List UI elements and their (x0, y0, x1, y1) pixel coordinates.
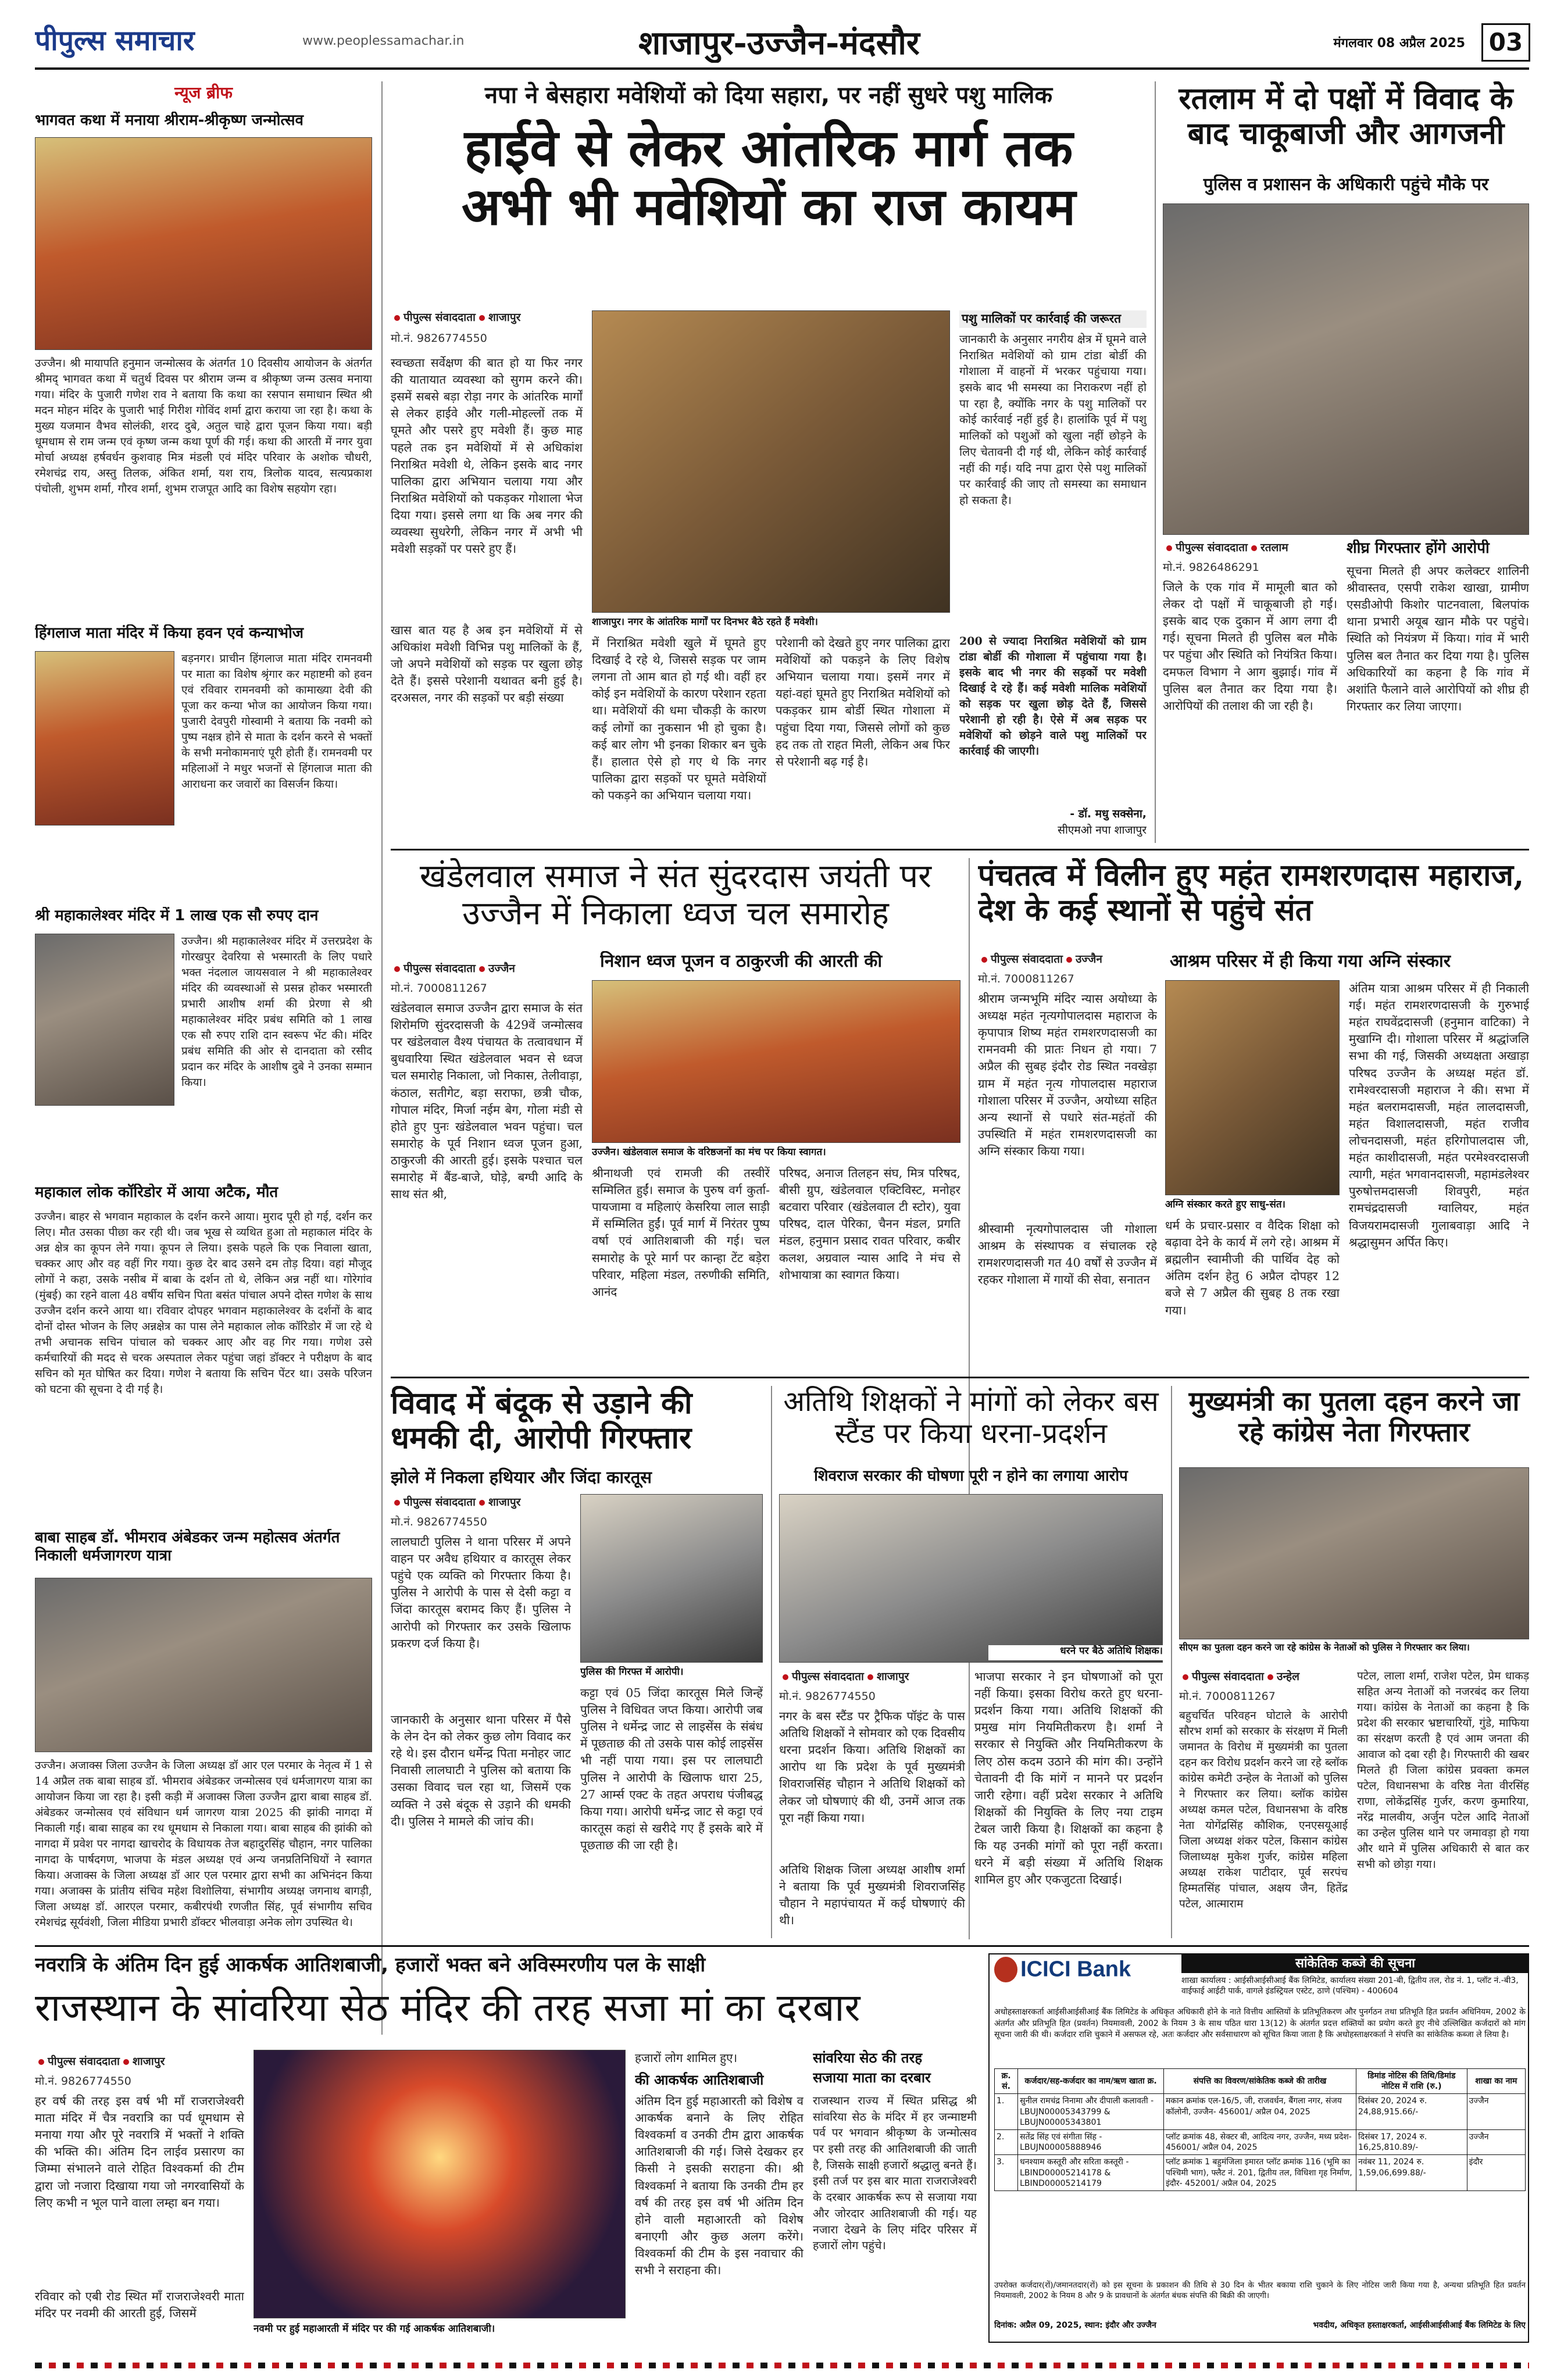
lead-quote: 200 से ज्यादा निराश्रित मवेशियों को ग्राम टांडा बोर्डी की गोशाला में पहुंचाया गया है। इसके बाद भी नगर की सड़कों पर मवेशी दिखाई दे रहे हैं। कई मवेशी मालिक मवेशियों को सड़क पर खुला छोड़ देते हैं, जिससे परेशानी हो रही है। ऐसे में अब सड़क पर मवेशियों को छोड़ने वाले पशु मालिकों पर कार्रवाई की जाएगी। (959, 635, 1147, 757)
brief-5-title: बाबा साहब डॉ. भीमराव अंबेडकर जन्म महोत्सव अंतर्गत निकाली धर्मजागरण यात्रा (35, 1529, 340, 1565)
lead-kicker: नपा ने बेसहारा मवेशियों को दिया सहारा, पर नहीं सुधरे पशु मालिक (484, 82, 1053, 109)
vivad-col2: कट्टा एवं 05 जिंदा कारतूस मिले जिन्हें पुलिस ने विधिवत जप्त किया। आरोपी जब पुलिस ने धर्मेन्द्र जाट से लाइसेंस के संबंध में पूछताछ की तो उसके पास कोई लाइसेंस भी नहीं पाया गया। इस पर लालघाटी पुलिस ने आरोपी के खिलाफ धारा 25, 27 आर्म्स एक्ट के तहत अपराध पंजीबद्ध किया गया। आरोपी धर्मेन्द्र जाट से कट्टा एवं कारतूस कहां से खरीदे गए हैं इसके बारे में पूछताछ की जा रही है। (580, 1686, 763, 1852)
atithi-sub: शिवराज सरकार की घोषणा पूरी न होने का लगाया आरोप (814, 1467, 1128, 1485)
brief-3-title: श्री महाकालेश्वर मंदिर में 1 लाख एक सौ रुपए दान (35, 907, 319, 924)
navratri-photo (253, 2050, 626, 2318)
table-row (995, 2129, 1526, 2154)
notice-title: सांकेतिक कब्जे की सूचना (1181, 1954, 1529, 1973)
brief-1-photo (35, 137, 372, 350)
navratri-col2: हजारों लोग शामिल हुए। (635, 2051, 738, 2065)
lead-sidebar (959, 310, 1147, 843)
byline-dot-icon (783, 1674, 788, 1680)
atithi-story (779, 1386, 1163, 1938)
notice-cell: नवंबर 11, 2024 रु. 1,59,06,699.88/- (1356, 2155, 1467, 2191)
khandelwal-byline-name: पीपुल्स संवाददाता (403, 962, 476, 975)
khandelwal-col3: परिषद, अनाज तिलहन संघ, मित्र परिषद, बीसी ग्रुप, खंडेलवाल एक्टिविस्ट, मनोहर बटवारा परिवार (खंडेलवाल टी स्टोर), युवा परिषद, दाल पेरिका, चैनन मंडल, प्रगति मंडल, हनुमान प्रसाद रावत परिवार, कबीर कलश, अग्रवाल न्यास आदि ने मंच से शोभायात्रा का स्वागत किया। (779, 1166, 960, 1282)
notice-office: शाखा कार्यालय : आईसीआईसीआई बैंक लिमिटेड, कार्यालय संख्या 201-बी, द्वितीय तल, रोड नं. 1, प्लॉट नं.-बी3, वाईफाई आईटी पार्क, वागले इंडस्ट्रियल एस्टेट, ठाणे (पश्चिम) - 400604 (1181, 1976, 1519, 1996)
ratlam-side-text: सूचना मिलते ही अपर कलेक्टर शालिनी श्रीवास्तव, एसपी राकेश खाखा, ग्रामीण एसडीओपी किशोर पाटनवाला, बिलपांक थाना प्रभारी अयूब खान मौके पर पहुंचे। स्थिति को नियंत्रण में किया। गांव में भारी पुलिस बल तैनात कर दिया गया है। पुलिस अधिकारियों का कहना है कि गांव में अशांति फैलाने वाले आरोपियों को शीघ्र ही गिरफ्तार कर लिया जाएगा। (1347, 564, 1529, 713)
notice-sign-date: दिनांक: अप्रैल 09, 2025, स्थान: इंदौर और उज्जैन (994, 2321, 1156, 2330)
brief-2-text: बड़नगर। प्राचीन हिंगलाज माता मंदिर रामनवमी पर माता का विशेष श्रृंगार कर महाष्टमी को हवन एवं रविवार रामनवमी को कामाख्या देवी की पूजा कर कन्या भोज का आयोजन किया गया। पुजारी देवपुरी गोस्वामी ने बताया कि नवमी को पुष्प नक्षत्र होने से माता के दर्शन करने से भक्तों के सभी मनोकामनाएं पूरी होती हैं। रामनवमी पर महिलाओं ने मधुर भजनों से हिंगलाज माता की आराधना कर जवारों का विसर्जन किया। (181, 652, 372, 791)
mahant-headline: पंचतत्व में विलीन हुए महंत रामशरणदास महाराज, देश के कई स्थानों से पहुंचे संत (978, 858, 1524, 928)
cm-story (1179, 1386, 1529, 1938)
navratri-headline: राजस्थान के सांवरिया सेठ मंदिर की तरह सजा मां का दरबार (35, 1986, 860, 2030)
notice-signer: भवदीय, अधिकृत हस्ताक्षरकर्ता, आईसीआईसीआई बैंक लिमिटेड के लिए (1313, 2321, 1526, 2330)
notice-header-cell: डिमांड नोटिस की तिथि/डिमांड नोटिस में राशि (रु.) (1356, 2069, 1467, 2094)
atithi-col2: भाजपा सरकार ने इन घोषणाओं को पूरा नहीं किया। इसका विरोध करते हुए धरना-प्रदर्शन किया गया। अतिथि शिक्षकों की प्रमुख मांग नियमितीकरण है। शर्मा ने सरकार से नियुक्ति और नियमितीकरण के लिए ठोस कदम उठाने की मांग की। उन्होंने चेतावनी दी कि मांगें न मानने पर प्रदर्शन जारी रहेगा। वहीं प्रदेश सरकार ने अतिथि शिक्षकों की नियुक्ति के लिए नया टाइम टेबल जारी किया है। शिक्षकों का कहना है कि यह उनकी मांगों को पूरा नहीं करता। धरने में बड़ी संख्या में अतिथि शिक्षक शामिल हुए और एकजुटता दिखाई। (974, 1670, 1163, 1887)
lead-col1b: खास बात यह है अब इन मवेशियों में से अधिकांश मवेशी विभिन्न पशु मालिकों के हैं, जो अपने मवेशियों को सड़क पर खुला छोड़ देते हैं। इससे परेशानी यथावत बनी हुई है। दरअसल, नगर की सड़कों पर बड़ी संख्या (391, 623, 583, 705)
atithi-headline: अतिथि शिक्षकों ने मांगों को लेकर बस स्टैंड पर किया धरना-प्रदर्शन (783, 1386, 1159, 1450)
navratri-side-text: राजस्थान राज्य में स्थित प्रसिद्ध श्री सांवरिया सेठ के मंदिर में हर जन्माष्टमी पर्व पर भगवान श्रीकृष्ण के जन्मोत्सव पर इसी तरह की आतिशबाजी की जाती है, जिसके साक्षी हजारों श्रद्धालु बनते हैं। इसी तर्ज पर इस बार माता राजराजेश्वरी के दरबार आकर्षक रूप से सजाया गया और जोरदार आतिशबाजी की गई। यह नजारा देखने के लिए मंदिर परिसर में हजारों लोग पहुंचे। (813, 2094, 977, 2253)
lead-sidebar-title: पशु मालिकों पर कार्रवाई की जरूरत (959, 310, 1147, 328)
atithi-divider (1171, 1386, 1172, 1938)
lead-byline-name: पीपुल्स संवाददाता (403, 311, 476, 324)
navratri-side-head1: सांवरिया सेठ की तरह (813, 2050, 923, 2066)
mahant-byline-name: पीपुल्स संवाददाता (991, 953, 1063, 966)
byline-dot-icon (1251, 545, 1257, 551)
brief-1-text: उज्जैन। श्री मायापति हनुमान जन्मोत्सव के अंतर्गत 10 दिवसीय आयोजन के अंतर्गत श्रीमद् भागवत कथा में चतुर्थ दिवस पर श्रीराम जन्म व श्रीकृष्ण जन्म उत्सव मनाया गया। मंदिर के पुजारी गणेश राव ने बताया कि कथा का रसपान समाधान स्थित श्री मदन मोहन मंदिर के पुजारी भाई गिरीश गोविंद शर्मा द्वारा कराया जा रहा है। कथा के मुख्य यजमान वैभव सोलंकी, शरद दुबे, अतुल चाहे द्वारा पूजन किया गया। बड़ी धूमधाम से राम जन्म एवं कृष्ण जन्म कथा पूर्ण की गई। कथा की आरती में नगर युवा मोर्चा अध्यक्ष हर्षवर्धन कुशवाह मित्र मंडली एवं मंदिर परिवार के अशोक चौधरी, रमेशचंद्र राय, अस्तु तिलक, अंकित शर्मा, यश राय, त्रिलोक यादव, सत्यप्रकाश पंचोली, शुभम शर्मा, गौरव शर्मा, शुभम राजपूत आदि का विशेष सहयोग रहा। (35, 357, 372, 495)
mahant-sub: आश्रम परिसर में ही किया गया अग्नि संस्कार (1170, 951, 1451, 971)
byline-dot-icon (38, 2059, 44, 2065)
vivad-sub: झोले में निकला हथियार और जिंदा कारतूस (391, 1467, 652, 1487)
paper-name: पीपुल्स समाचार (35, 24, 195, 57)
navratri-mobile: मो.नं. 9826774550 (35, 2075, 131, 2088)
navratri-byline (35, 2053, 244, 2070)
brief-1-title: भागवत कथा में मनाया श्रीराम-श्रीकृष्ण जन्मोत्सव (35, 112, 304, 129)
section-rule-2 (391, 1377, 1529, 1378)
khandelwal-headline: खंडेलवाल समाज ने संत सुंदरदास जयंती पर उज्जैन में निकाला ध्वज चल समारोह (419, 858, 932, 933)
vivad-photo (580, 1494, 763, 1663)
byline-dot-icon (394, 1500, 400, 1506)
notice-table-header (995, 2069, 1526, 2094)
vivad-col1: लालघाटी पुलिस ने थाना परिसर में अपने वाहन पर अवैध हथियार व कारतूस लेकर पहुंचे एक व्यक्ति को गिरफ्तार किया है। पुलिस ने आरोपी के पास से देसी कट्टा व जिंदा कारतूस बरामद किए हैं। पुलिस ने आरोपी को गिरफ्तार कर उसके खिलाफ प्रकरण दर्ज किया है। (391, 1535, 571, 1650)
cm-mobile: मो.नं. 7000811267 (1179, 1690, 1276, 1703)
atithi-photo (779, 1494, 1163, 1663)
lead-headline: हाईवे से लेकर आंतरिक मार्ग तक अभी भी मवेशियों का राज कायम (461, 119, 1076, 237)
notice-cell: इंदौर (1467, 2155, 1525, 2191)
atithi-col1b: अतिथि शिक्षक जिला अध्यक्ष आशीष शर्मा ने बताया कि पूर्व मुख्यमंत्री शिवराजसिंह चौहान ने महापंचायत में कई घोषणाएं की थी। (779, 1863, 965, 1928)
brief-4-title: महाकाल लोक कॉरिडोर में आया अटैक, मौत (35, 1184, 278, 1201)
byline-dot-icon (981, 957, 987, 963)
ratlam-byline-name: पीपुल्स संवाददाता (1176, 541, 1248, 554)
brief-5-text: उज्जैन। अजाक्स जिला उज्जैन के जिला अध्यक्ष डॉ आर एल परमार के नेतृत्व में 1 से 14 अप्रैल तक बाबा साहब डॉ. भीमराव अंबेडकर जन्मोत्सव एवं धर्मजागरण यात्रा का आयोजन किया जा रहा है। इसी कड़ी में अजाक्स जिला उज्जैन द्वारा बाबा साहब डॉ. अंबेडकर जन्मोत्सव एवं संविधान धर्म जागरण यात्रा 2025 की झांकी नागदा में निकाली गई। बाबा साहब का रथ धूमधाम से निकाला गया। बाबा साहब की झांकी को नागदा में प्रवेश पर नागदा खाचरोद के विधायक तेज बहादुरसिंह चौहान, नगर पालिका नागदा के पार्षदगण, भाजपा के मंडल अध्यक्ष एवं अन्य जनप्रतिनिधियों ने स्वागत किया। अजाक्स के जिला अध्यक्ष डॉ आर एल परमार द्वारा सभी का अभिनंदन किया गया। अजाक्स के प्रांतीय संचिव महेश विशोलिया, संभागीय अध्यक्ष जगनाथ बागड़ी, जिला अध्यक्ष डॉ. आरएल परमार, कबीरपंथी रणजीत सिंह, पूर्व संभागीय सचिव रमेशचंद्र सूर्यवंशी, जिला मीडिया प्रभारी डॉक्टर भीलवाड़ा अनेक लोग उपस्थित थे। (35, 1759, 372, 1929)
mahant-byline-place: उज्जैन (1075, 953, 1102, 966)
byline-dot-icon (479, 966, 485, 972)
ratlam-sub: पुलिस व प्रशासन के अधिकारी पहुंचे मौके पर (1203, 174, 1489, 195)
vivad-byline-name: पीपुल्स संवाददाता (403, 1496, 476, 1509)
ratlam-mobile: मो.नं. 9826486291 (1163, 561, 1259, 574)
notice-cell: दिसंबर 20, 2024 रु. 24,88,915.66/- (1356, 2094, 1467, 2130)
atithi-byline (779, 1668, 965, 1685)
mahant-col1: श्रीराम जन्मभूमि मंदिर न्यास अयोध्या के अध्यक्ष महंत नृत्यगोपालदास महाराज के कृपापात्र शिष्य महंत रामशरणदासजी का रामनवमी की प्रातः निधन हो गया। 7 अप्रैल की सुबह इंदौर रोड स्थित नवखेड़ा ग्राम में महंत नृत्य गोपालदास महाराज गोशाला परिसर में उज्जैन, अयोध्या सहित अन्य स्थानों से पधारे संत-महंतों की उपस्थिति में महंत रामशरणदासजी का अग्नि संस्कार किया गया। (978, 992, 1157, 1158)
khandelwal-sub: निशान ध्वज पूजन व ठाकुरजी की आरती की (600, 951, 883, 971)
cm-byline-place: उन्हेल (1276, 1670, 1300, 1683)
section-rule-1 (391, 849, 1529, 850)
masthead-rule (35, 67, 1529, 70)
vivad-story (391, 1386, 763, 1938)
atithi-byline-place: शाजापुर (876, 1670, 909, 1683)
notice-cell: उज्जैन (1467, 2094, 1525, 2130)
notice-cell: धनश्याम कस्तूरी और सरिता कस्तूरी - LBIND00005214178 & LBIND00005214179 (1018, 2155, 1164, 2191)
left-divider (381, 81, 383, 2035)
brief-2-photo (35, 651, 174, 826)
news-brief-label: न्यूज ब्रीफ (174, 83, 233, 102)
navratri-side-head2: सजाया माता का दरबार (813, 2070, 931, 2086)
cm-photo-caption: सीएम का पुतला दहन करने जा रहे कांग्रेस के नेताओं को पुलिस ने गिरफ्तार कर लिया। (1179, 1642, 1470, 1653)
mahant-col1b: श्रीस्वामी नृत्यगोपालदास जी गोशाला आश्रम के संस्थापक व संचालक रहे रामशरणदासजी गत 40 वर्षों से उज्जैन में रहकर गोशाला में गायों की सेवा, सनातन (978, 1222, 1157, 1287)
brief-3-text: उज्जैन। श्री महाकालेश्वर मंदिर में उत्तरप्रदेश के गोरखपुर देवरिया से भस्मारती के लिए पधारे भक्त नंदलाल जायसवाल ने श्री महाकालेश्वर मंदिर की व्यवस्थाओं से प्रसन्न होकर भस्मारती प्रभारी आशीष शर्मा की प्रेरणा से श्री महाकालेश्वर मंदिर प्रबंध समिति को 1 लाख एक सौ रुपए राशि दान स्वरूप भेंट की। मंदिर प्रबंध समिति की ओर से दानदाता को रसीद प्रदान कर मंदिर के आशीष दुबे ने उनका सम्मान किया। (181, 935, 372, 1089)
ratlam-byline-place: रतलाम (1260, 541, 1288, 554)
icici-notice (988, 1953, 1529, 2343)
issue-date: मंगलवार 08 अप्रैल 2025 (1333, 36, 1465, 51)
navratri-photo-caption: नवमी पर हुई महाआरती में मंदिर पर की गई आकर्षक आतिशबाजी। (253, 2323, 495, 2335)
brief-4-text: उज्जैन। बाहर से भगवान महाकाल के दर्शन करने आया। मुराद पूरी हो गई, दर्शन कर लिए। मौत उसका पीछा कर रही थी। जब भूख से व्यथित हुआ तो महाकाल मंदिर के अन्न क्षेत्र का कूपन लेने गया। कूपन ले लिया। इसके पहले कि एक निवाला खाता, चक्कर आए और वह वहीं गिर गया। कुछ देर बाद उसने दम तोड़ दिया। वहां मौजूद लोगों ने कहा, उसके नसीब में बाबा के दर्शन तो थे, लेकिन अन्न नहीं था। गोरेगांव (मुंबई) का रहने वाला 48 वर्षीय सचिन पिता बसंत पांचाल अपने दोस्त गणेश के साथ उज्जैन दर्शन करने आया था। रविवार दोपहर भगवान महाकालेश्वर के दर्शनों के बाद दोनों दोस्त भोजन के लिए अन्नक्षेत्र का पास लेने महाकाल लोक कॉरिडोर में जा रहे थे तभी अचानक सचिन पांचाल को चक्कर आए और वह गिर गया। गणेश उसे कर्मचारियों की मदद से चरक अस्पताल लेकर पहुंचा जहां डॉक्टर ने परीक्षण के बाद सचिन को मृत घोषित कर दिया। गणेश ने बताया कि सचिन पेंटर था। उसके परिजन को घटना की सूचना दे दी गई है। (35, 1210, 372, 1396)
vivad-col1b: जानकारी के अनुसार थाना परिसर में पैसे के लेन देन को लेकर कुछ लोग विवाद कर रहे थे। इस दौरान धर्मेन्द्र पिता मनोहर जाट निवासी लालघाटी ने पुलिस को बताया कि उसका विवाद चल रहा था, जिसमें एक व्यक्ति ने उसे बंदूक से उड़ाने की धमकी दी। पुलिस ने मामले की जांच की। (391, 1713, 571, 1828)
byline-dot-icon (394, 966, 400, 972)
mahant-photo-caption: अग्नि संस्कार करते हुए साधु-संत। (1165, 1199, 1285, 1210)
byline-dot-icon (479, 315, 485, 321)
notice-footer: उपरोक्त कर्जदार(रों)/जमानतदार(रों) को इस सूचना के प्रकाशन की तिथि से 30 दिन के भीतर बकाया राशि चुकाने के लिए नोटिस जारी किया गया है, अन्यथा प्रतिभूति हित प्रवर्तन नियमावली, 2002 के नियम 8 और 9 के प्रावधानों के अंतर्गत बंधक संपत्ति की बिक्री की जाएगी। (994, 2281, 1526, 2301)
lead-byline (391, 309, 583, 327)
lead-byline-place: शाजापुर (488, 311, 521, 324)
navratri-kicker: नवरात्रि के अंतिम दिन हुई आकर्षक आतिशबाजी, हजारों भक्त बने अविस्मरणीय पल के साक्षी (35, 1953, 706, 1977)
atithi-byline-name: पीपुल्स संवाददाता (792, 1670, 864, 1683)
atithi-col1: नगर के बस स्टैंड पर ट्रैफिक पॉइंट के पास अतिथि शिक्षकों ने सोमवार को एक दिवसीय धरना प्रदर्शन किया। अतिथि शिक्षकों का आरोप था कि प्रदेश के पूर्व मुख्यमंत्री शिवराजसिंह चौहान ने अतिथि शिक्षकों को लेकर जो घोषणाएं की थी, उनमें आज तक पूरा नहीं किया गया। (779, 1709, 965, 1825)
atithi-photo-caption: धरने पर बैठे अतिथि शिक्षक। (988, 1645, 1163, 1660)
navratri-byline-place: शाजापुर (132, 2055, 165, 2068)
byline-dot-icon (867, 1674, 873, 1680)
mahant-story (978, 858, 1529, 1370)
notice-cell: 2. (995, 2129, 1018, 2154)
notice-intro: अधोहस्ताक्षरकर्ता आईसीआईसीआई बैंक लिमिटेड के अधिकृत अधिकारी होने के नाते वित्तीय आस्तियों के प्रतिभूतिकरण और पुनर्गठन तथा प्रतिभूति हित प्रवर्तन अधिनियम, 2002 के अंतर्गत और प्रतिभूति हित (प्रवर्तन) नियमावली, 2002 के नियम 3 के साथ पठित धारा 13(12) के अंतर्गत प्रदत्त शक्तियों का प्रयोग करते हुए नीचे उल्लिखित कर्जदारों को मांग सूचना जारी की थी। कर्जदार राशि चुकाने में असफल रहे, अतः कर्जदार और सर्वसाधारण को सूचित किया जाता है कि अधोहस्ताक्षरकर्ता ने संपत्ति का सांकेतिक कब्जा ले लिया है। (994, 2007, 1526, 2040)
website: www.peoplessamachar.in (302, 34, 465, 48)
ratlam-col1: जिले के एक गांव में मामूली बात को लेकर दो पक्षों में चाकूबाजी हो गई। इसके बाद एक दुकान में आग लगा दी गई। सूचना मिलते ही पुलिस बल मौके पर पहुंचा और स्थिति को नियंत्रित किया। दमफल विभाग ने आग बुझाई। गांव में पुलिस बल तैनात कर दिया गया है। आरोपियों की तलाश की जा रही है। (1163, 580, 1337, 713)
lead-sidebar-text: जानकारी के अनुसार नगरीय क्षेत्र में घूमने वाले निराश्रित मवेशियों को ग्राम टांडा बोर्डी की गोशाला में वाहनों में भरकर पहुंचाया गया। इसके बाद भी समस्या का निराकरण नहीं हो पा रहा है, क्योंकि नगर के पशु मालिकों पर कोई कार्रवाई नहीं हुई है। हालांकि पूर्व में पशु मालिकों को पशुओं को खुला नहीं छोड़ने के लिए चेतावनी दी गई थी, लेकिन कोई कार्रवाई नहीं की गई। यदि नपा द्वारा ऐसे पशु मालिकों पर कार्रवाई की जाए तो समस्या का समाधान हो सकता है। (959, 333, 1147, 507)
byline-dot-icon (1183, 1674, 1188, 1680)
vivad-headline: विवाद में बंदूक से उड़ाने की धमकी दी, आरोपी गिरफ्तार (391, 1386, 692, 1456)
khandelwal-byline (391, 960, 583, 977)
mahant-col2: धर्म के प्रचार-प्रसार व वैदिक शिक्षा को बढ़ावा देने के कार्य में लगे रहे। आश्रम में ब्रह्मलीन स्वामीजी की पार्थिव देह को अंतिम दर्शन हेतु 6 अप्रैल दोपहर 12 बजे से 7 अप्रैल की सुबह 8 तक रखा गया। (1165, 1218, 1340, 1317)
cm-col2: पटेल, लाला शर्मा, राजेश पटेल, प्रेम धाकड़ सहित अन्य नेताओं को नजरबंद कर लिया गया। कांग्रेस के नेताओं का कहना है कि प्रदेश की सरकार भ्रष्टाचारियों, गुंडे, माफिया का संरक्षण करती है एवं आम जनता की आवाज को दबा रही है। गिरफ्तारी की खबर मिलते ही जिला कांग्रेस प्रवक्ता कमल पटेल, विधानसभा के वरिष्ठ नेता वीरसिंह राणा, लोकेंद्रसिंह गुर्जर, करण कुमारिया, नरेंद्र मालवीय, अर्जुन पटेल आदि नेताओं का उन्हेल पुलिस थाने पर जमावड़ा हो गया और थाने में पुलिस अधिकारी से बात कर सभी को छोड़ा गया। (1357, 1670, 1529, 1871)
byline-dot-icon (1267, 1674, 1273, 1680)
ratlam-story (1163, 81, 1529, 843)
table-row (995, 2094, 1526, 2130)
notice-cell: सतेंद्र सिंह एवं संगीता सिंह - LBUJN00005888946 (1018, 2129, 1164, 2154)
khandelwal-photo (592, 980, 960, 1143)
masthead (0, 0, 1557, 70)
lead-col3: परेशानी को देखते हुए नगर पालिका द्वारा मवेशियों को पकड़ने के लिए विशेष अभियान चलाया गया। इसमें नगर में यहां-वहां घूमते हुए निराश्रित मवेशियों को पकड़कर ग्राम बोर्डी स्थित गोशाला में पहुंचा दिया गया, जिससे लोगों को कुछ हद तक तो राहत मिली, लेकिन अब फिर से परेशानी बढ़ गई है। (776, 636, 950, 769)
ratlam-side-head: शीघ्र गिरफ्तार होंगे आरोपी (1347, 539, 1490, 557)
ratlam-photo (1163, 203, 1529, 535)
paper-logo (35, 21, 291, 58)
notice-cell: दिसंबर 17, 2024 रु. 16,25,810.89/- (1356, 2129, 1467, 2154)
byline-dot-icon (479, 1500, 485, 1506)
mahant-col3: अंतिम यात्रा आश्रम परिसर में ही निकाली गई। महंत रामशरणदासजी के गुरुभाई महंत राघवेंद्रदासजी (हनुमान वाटिका) ने मुखाग्नि दी। गोशाला परिसर में श्रद्धांजलि सभा की गई, जिसकी अध्यक्षता अखाड़ा परिषद उज्जैन के अध्यक्ष महंत डॉ. रामेश्वरदासजी महाराज ने की। सभा में महंत बलरामदासजी, महंत लालदासजी, महंत विशालदासजी, महंत राजीव लोचनदासजी, महंत हरिगोपालदास जी, महंत काशीदासजी, महंत परमेश्वरदासजी त्यागी, महंत भगवानदासजी, महामंडलेश्वर पुरुषोत्तमदासजी शिवपुरी, महंत रामचंद्रदासजी ग्वालियर, महंत विजयरामदासजी गुलाबवाड़ा आदि ने श्रद्धासुमन अर्पित किए। (1349, 981, 1529, 1249)
notice-header-cell: शाखा का नाम (1467, 2069, 1525, 2094)
bank-name: ICICI Bank (1020, 1957, 1131, 1982)
lead-quote-by: - डॉ. मधु सक्सेना, (1070, 807, 1147, 820)
mahant-photo (1165, 980, 1340, 1195)
notice-cell: 1. (995, 2094, 1018, 2130)
byline-dot-icon (1166, 545, 1172, 551)
lead-photo-cattle (592, 310, 950, 613)
table-row (995, 2155, 1526, 2191)
brief-2-title: हिंगलाज माता मंदिर में किया हवन एवं कन्याभोज (35, 624, 304, 642)
khandelwal-col2: श्रीनाथजी एवं रामजी की तस्वीरें सम्मिलित हुईं। समाज के पुरुष वर्ग कुर्ता-पायजामा व महिलाएं केसरिया लाल साड़ी में सम्मिलित हुईं। पूर्व मार्ग में निरंतर पुष्प वर्षा एवं आतिशबाजी की गई। चल समारोह के पूरे मार्ग पर कान्हा टेंट बड़ेरा परिवार, महिला मंडल, तरुणीकी समिति, आनंद (592, 1166, 770, 1299)
lead-story (391, 81, 1147, 843)
page-number: 03 (1481, 23, 1530, 62)
vivad-photo-caption: पुलिस की गिरफ्त में आरोपी। (580, 1666, 684, 1678)
notice-header-cell: संपत्ति का विवरण/सांकेतिक कब्जे की तारीख (1163, 2069, 1356, 2094)
vivad-byline-place: शाजापुर (488, 1496, 521, 1509)
lead-quote-role: सीएमओ नपा शाजापुर (1058, 824, 1147, 837)
notice-cell: प्लॉट क्रमांक 48, सेक्टर बी, आदित्य नगर, उज्जैन, मध्य प्रदेश- 456001/ अप्रैल 04, 2025 (1163, 2129, 1356, 2154)
navratri-col2b: अंतिम दिन हुई महाआरती को विशेष व आकर्षक बनाने के लिए रोहित विश्वकर्मा व उनकी टीम द्वारा आकर्षक आतिशबाजी की गई। जिसे देखकर हर किसी ने इसकी सराहना की। श्री विश्वकर्मा ने बताया कि उनकी टीम हर वर्ष की तरह इस वर्ष भी अंतिम दिन होने वाली महाआरती को विशेष बनाएगी और कुछ अलग करेंगे। विश्वकर्मा की टीम के इस नवाचार की सभी ने सराहना की। (635, 2094, 804, 2278)
notice-table (994, 2068, 1526, 2191)
navratri-byline-name: पीपुल्स संवाददाता (48, 2055, 120, 2068)
notice-cell: उज्जैन (1467, 2129, 1525, 2154)
ratlam-headline: रतलाम में दो पक्षों में विवाद के बाद चाकूबाजी और आगजनी (1179, 81, 1513, 151)
notice-cell: प्लॉट क्रमांक 1 बहुमंजिला इमारत प्लॉट क्रमांक 116 (भूमि का पश्चिमी भाग), फ्लैट नं. 201, द्वितीय तल, विधिशा गृह निर्माण, इंदौर- 452001/ अप्रैल 04, 2025 (1163, 2155, 1356, 2191)
khandelwal-story (391, 858, 960, 1370)
navratri-col1: हर वर्ष की तरह इस वर्ष भी माँ राजराजेश्वरी माता मंदिर में चैत्र नवरात्रि का पर्व धूमधाम से मनाया गया और पूरे नवरात्रि में भक्तों ने शक्ति की भक्ति की। अंतिम दिन लाईव प्रसारण का जिम्मा संभालने वाले रोहित विश्वकर्मा की टीम द्वारा जो नजारा दिखाया गया जो नगरवासियों के लिए कभी न भूल पाने वाला लम्हा बन गया। (35, 2094, 244, 2210)
vivad-divider (771, 1386, 772, 1938)
atithi-mobile: मो.नं. 9826774550 (779, 1690, 876, 1703)
notice-header-cell: कर्जदार/सह-कर्जदार का नाम/ऋण खाता क्र. (1018, 2069, 1164, 2094)
notice-cell: मकान क्रमांक एल-16/5, जी, राजवर्धन, बैंगला नगर, संजय कॉलोनी, उज्जैन- 456001/ अप्रैल 04, 2025 (1163, 2094, 1356, 2130)
lead-col1: स्वच्छता सर्वेक्षण की बात हो या फिर नगर की यातायात व्यवस्था को सुगम करने की। इसमें सबसे बड़ा रोड़ा नगर के आंतरिक मार्गों से लेकर हाईवे और गली-मोहल्लों तक में घूमते और पसरे हुए मवेशी हैं। कुछ माह पहले तक इन मवेशियों में से अधिकांश निराश्रित मवेशी थे, लेकिन इसके बाद नगर पालिका द्वारा अभियान चलाया गया और निराश्रित मवेशियों को पकड़कर गोशाला भेज दिया गया। इससे लगा था कि अब नगर की व्यवस्था सुधरेगी, लेकिन नगर में अभी भी मवेशी सड़कों पर पसरे हुए हैं। (391, 356, 583, 556)
notice-cell: 3. (995, 2155, 1018, 2191)
byline-dot-icon (123, 2059, 129, 2065)
khandelwal-byline-place: उज्जैन (488, 962, 515, 975)
registration-marks (35, 2363, 1529, 2368)
brief-5-photo (35, 1578, 372, 1752)
registration-strip (0, 2352, 1557, 2380)
byline-dot-icon (394, 315, 400, 321)
khandelwal-col1: खंडेलवाल समाज उज्जैन द्वारा समाज के संत शिरोमणि सुंदरदासजी के 429वें जन्मोत्सव पर खंडेलवाल वैश्य पंचायत के तत्वावधान में बुधवारिया स्थित खंडेलवाल भवन से ध्वज चल समारोह निकाला, जो निकास, तेलीवाड़ा, कंठाल, सतीगेट, बड़ा सराफा, छत्री चौक, गोपाल मंदिर, मिर्जा नईम बेग, गोला मंडी से होते हुए पुनः खंडेलवाल भवन पहुंचा। चल समारोह के पूर्व निशान ध्वज पूजन हुआ, ठाकुरजी की आरती हुई। इसके पश्चात चल समारोह में बैंड-बाजे, घोड़े, बग्घी आदि के साथ संत श्री, (391, 1001, 583, 1202)
icici-logo-icon (994, 1957, 1017, 1982)
khandelwal-mobile: मो.नं. 7000811267 (391, 982, 487, 995)
lead-divider (1155, 81, 1156, 843)
vivad-byline (391, 1494, 571, 1510)
notice-header-cell: क्र. सं. (995, 2069, 1018, 2094)
ratlam-byline (1163, 539, 1337, 556)
navratri-story (35, 1953, 977, 2343)
lead-photo-caption: शाजापुर। नगर के आंतरिक मार्गों पर दिनभर बैठे रहते हैं मवेशी। (592, 616, 818, 628)
mahant-mobile: मो.नं. 7000811267 (978, 973, 1074, 985)
mahant-byline (978, 951, 1164, 967)
navratri-col2-head: की आकर्षक आतिशबाजी (635, 2072, 764, 2088)
lead-mobile: मो.नं. 9826774550 (391, 332, 487, 345)
navratri-col1b: रविवार को एबी रोड स्थित माँ राजराजेश्वरी माता मंदिर पर नवमी की आरती हुई, जिसमें (35, 2289, 244, 2321)
notice-cell: सुनील रामचंद्र निनामा और दीपाली कलावती - LBUJN00005343799 & LBUJN00005343801 (1018, 2094, 1164, 2130)
cm-col1: बहुचर्चित परिवहन घोटाले के आरोपी सौरभ शर्मा को सरकार के संरक्षण में मिली जमानत के विरोध में मुख्यमंत्री का पुतला दहन कर विरोध प्रदर्शन करने जा रहे ब्लॉक कांग्रेस कमेटी उन्हेल के नेताओं को पुलिस ने गिरफ्तार कर लिया। ब्लॉक कांग्रेस अध्यक्ष कमल पटेल, विधानसभा के वरिष्ठ नेता योगेंद्रसिंह कौशिक, एनएसयूआई जिला अध्यक्ष शंकर पटेल, किसान कांग्रेस जिलाध्यक्ष मुकेश गुर्जर, कांग्रेस महिला अध्यक्ष राकेश पाटीदार, पूर्व सरपंच हिम्मतसिंह पांचाल, अक्षय जैन, हितेंद्र पटेल, आत्माराम (1179, 1709, 1348, 1910)
byline-dot-icon (1066, 957, 1072, 963)
news-brief-column (35, 81, 372, 2221)
vivad-mobile: मो.नं. 9826774550 (391, 1516, 487, 1528)
cm-byline (1179, 1668, 1348, 1685)
lead-col2: में निराश्रित मवेशी खुले में घूमते हुए दिखाई दे रहे थे, जिससे सड़क पर जाम लगना तो आम बात हो गई थी। वहीं हर कोई इन मवेशियों के कारण परेशान रहता था। मवेशियों की धमा चौकड़ी के कारण कई लोगों का नुकसान भी हो चुका है। कई बार लोग भी इनका शिकार बन चुके हैं। हालात ऐसे हो गए थे कि नगर पालिका द्वारा सड़कों पर घूमते मवेशियों को पकड़ने का अभियान चलाया गया। (592, 636, 766, 802)
section-rule-3 (35, 1945, 1529, 1947)
region-title: शाजापुर-उज्जैन-मंदसौर (638, 24, 920, 62)
brief-3-photo (35, 934, 174, 1106)
icici-logo (994, 1957, 1174, 1992)
cm-headline: मुख्यमंत्री का पुतला दहन करने जा रहे कांग्रेस नेता गिरफ्तार (1188, 1386, 1520, 1448)
cm-byline-name: पीपुल्स संवाददाता (1192, 1670, 1264, 1683)
khandelwal-photo-caption: उज्जैन। खंडेलवाल समाज के वरिष्ठजनों का मंच पर किया स्वागत। (592, 1146, 826, 1158)
cm-photo (1179, 1467, 1529, 1639)
